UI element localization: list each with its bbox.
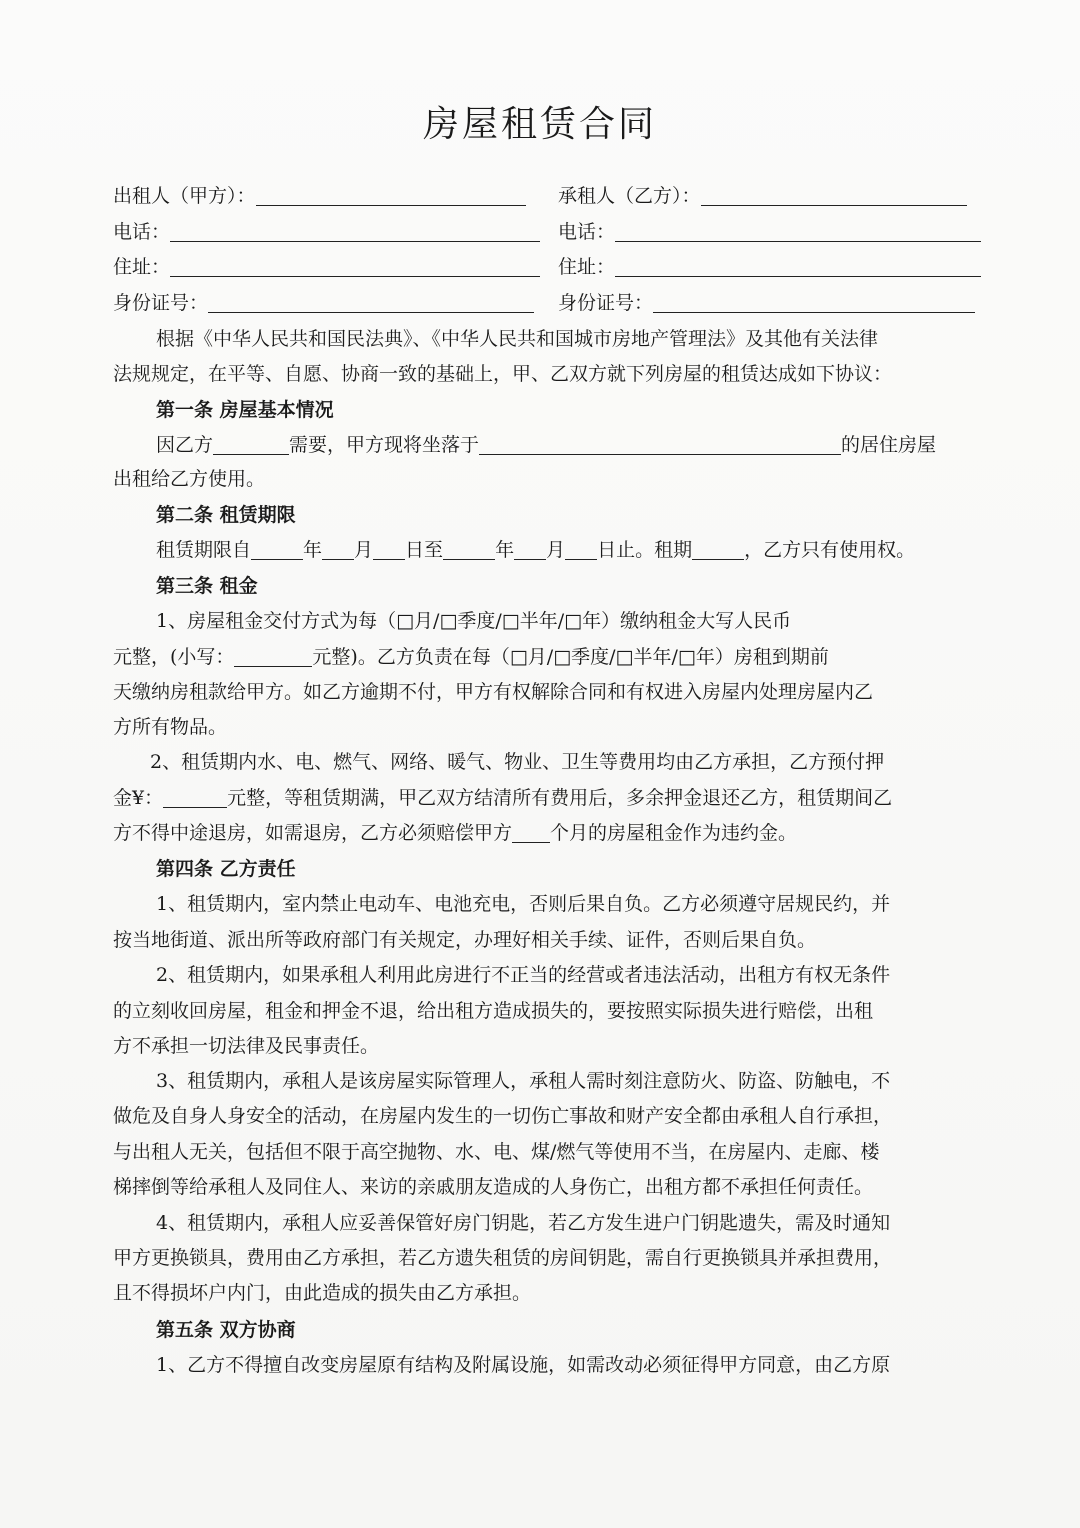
start-month-unit: 月 <box>354 539 374 561</box>
article-1-line-1 <box>156 432 936 458</box>
tenant-id-label: 身份证号： <box>558 292 654 314</box>
article-5-heading: 第五条 双方协商 <box>156 1319 296 1341</box>
lease-term-suffix: ，乙方只有使用权。 <box>744 539 916 561</box>
article-3-p2-line-1: 2、租赁期内水、电、燃气、网络、暖气、物业、卫生等费用均由乙方承担，乙方预付押 <box>150 751 885 773</box>
article-4-line-10: 4、租赁期内，承租人应妥善保管好房门钥匙，若乙方发生进户门钥匙遗失，需及时通知 <box>156 1212 891 1234</box>
lease-term-prefix: 租赁期限自 <box>156 539 252 561</box>
preamble-line-1: 根据《中华人民共和国民法典》、《中华人民共和国城市房地产管理法》及其他有关法律 <box>156 328 879 350</box>
article-3-p1-line-4: 方所有物品。 <box>113 716 228 738</box>
tenant-row <box>558 183 967 209</box>
end-year-field[interactable] <box>443 539 495 560</box>
article-1-line-2: 出租给乙方使用。 <box>113 468 266 490</box>
end-day-unit: 日止。租期 <box>597 539 693 561</box>
article-3-p2-line-3 <box>113 820 797 846</box>
end-month-field[interactable] <box>514 539 546 560</box>
article-4-line-8: 与出租人无关，包括但不限于高空抛物、水、电、煤/燃气等使用不当，在房屋内、走廊、楼 <box>113 1141 880 1163</box>
article-2-heading: 第二条 租赁期限 <box>156 504 296 526</box>
document-title: 房屋租赁合同 <box>422 104 657 145</box>
article-1-text-b: 需要，甲方现将坐落于 <box>289 434 480 456</box>
landlord-row <box>113 183 526 209</box>
rent-amount-field[interactable] <box>234 646 312 667</box>
deposit-amount-field[interactable] <box>163 787 227 808</box>
article-1-heading: 第一条 房屋基本情况 <box>156 399 334 421</box>
article-3-heading: 第三条 租金 <box>156 575 258 597</box>
landlord-address-field[interactable] <box>170 256 540 277</box>
tenant-phone-row <box>558 219 981 245</box>
tenant-purpose-field[interactable] <box>213 434 289 455</box>
landlord-phone-row <box>113 219 540 245</box>
article-4-line-12: 且不得损坏户内门，由此造成的损失由乙方承担。 <box>113 1282 532 1304</box>
article-4-line-9: 梯摔倒等给承租人及同住人、来访的亲戚朋友造成的人身伤亡，出租方都不承担任何责任。 <box>113 1176 874 1198</box>
tenant-id-row <box>558 290 975 316</box>
tenant-address-row <box>558 254 981 280</box>
deposit-text-a: 金¥： <box>113 787 164 809</box>
deposit-text-b: 元整，等租赁期满，甲乙双方结清所有费用后，多余押金退还乙方，租赁期间乙 <box>227 787 893 809</box>
article-4-line-7: 做危及自身人身安全的活动，在房屋内发生的一切伤亡事故和财产安全都由承租人自行承担， <box>113 1105 893 1127</box>
tenant-phone-label: 电话： <box>558 221 616 243</box>
article-4-line-11: 甲方更换锁具，费用由乙方承担，若乙方遗失租赁的房间钥匙，需自行更换锁具并承担费用， <box>113 1247 893 1269</box>
tenant-address-label: 住址： <box>558 256 616 278</box>
landlord-id-row <box>113 290 534 316</box>
article-2-line <box>156 537 915 563</box>
tenant-id-field[interactable] <box>653 292 975 313</box>
article-3-p2-line-2 <box>113 785 892 811</box>
landlord-address-label: 住址： <box>113 256 171 278</box>
article-4-heading: 第四条 乙方责任 <box>156 858 296 880</box>
end-month-unit: 月 <box>546 539 566 561</box>
start-month-field[interactable] <box>322 539 354 560</box>
penalty-text-a: 方不得中途退房，如需退房，乙方必须赔偿甲方 <box>113 822 513 844</box>
article-5-line-1: 1、乙方不得擅自改变房屋原有结构及附属设施，如需改动必须征得甲方同意，由乙方原 <box>156 1354 891 1376</box>
tenant-name-field[interactable] <box>701 185 967 206</box>
landlord-phone-field[interactable] <box>170 221 540 242</box>
penalty-text-b: 个月的房屋租金作为违约金。 <box>550 822 798 844</box>
start-year-field[interactable] <box>251 539 303 560</box>
article-4-line-1: 1、租赁期内，室内禁止电动车、电池充电，否则后果自负。乙方必须遵守居规民约，并 <box>156 893 891 915</box>
start-year-unit: 年 <box>303 539 323 561</box>
article-3-p1-line-2 <box>113 644 829 670</box>
rent-amount-text-a: 元整，(小写： <box>113 646 235 668</box>
article-3-p1-line-3: 天缴纳房租款给甲方。如乙方逾期不付，甲方有权解除合同和有权进入房屋内处理房屋内乙 <box>113 681 874 703</box>
article-4-line-5: 方不承担一切法律及民事责任。 <box>113 1035 380 1057</box>
end-day-field[interactable] <box>565 539 597 560</box>
preamble-line-2: 法规规定，在平等、自愿、协商一致的基础上，甲、乙双方就下列房屋的租赁达成如下协议： <box>113 363 893 385</box>
start-day-unit: 日至 <box>405 539 444 561</box>
article-1-text-a: 因乙方 <box>156 434 214 456</box>
landlord-id-label: 身份证号： <box>113 292 209 314</box>
end-year-unit: 年 <box>495 539 515 561</box>
article-3-p1-line-1: 1、房屋租金交付方式为每（□月/□季度/□半年/□年）缴纳租金大写人民币 <box>156 610 792 632</box>
lease-duration-field[interactable] <box>692 539 744 560</box>
landlord-phone-label: 电话： <box>113 221 171 243</box>
article-1-text-c: 的居住房屋 <box>841 434 937 456</box>
landlord-address-row <box>113 254 540 280</box>
property-location-field[interactable] <box>479 434 841 455</box>
landlord-name-field[interactable] <box>256 185 526 206</box>
landlord-id-field[interactable] <box>208 292 534 313</box>
article-4-line-3: 2、租赁期内，如果承租人利用此房进行不正当的经营或者违法活动，出租方有权无条件 <box>156 964 891 986</box>
tenant-label: 承租人（乙方）： <box>558 185 701 207</box>
tenant-address-field[interactable] <box>615 256 981 277</box>
tenant-phone-field[interactable] <box>615 221 981 242</box>
article-4-line-2: 按当地街道、派出所等政府部门有关规定，办理好相关手续、证件，否则后果自负。 <box>113 929 817 951</box>
rent-amount-text-b: 元整)。乙方负责在每（□月/□季度/□半年/□年）房租到期前 <box>312 646 829 668</box>
article-4-line-4: 的立刻收回房屋，租金和押金不退，给出租方造成损失的，要按照实际损失进行赔偿，出租 <box>113 1000 874 1022</box>
landlord-label: 出租人（甲方）： <box>113 185 256 207</box>
penalty-months-field[interactable] <box>512 822 550 843</box>
article-4-line-6: 3、租赁期内，承租人是该房屋实际管理人，承租人需时刻注意防火、防盗、防触电，不 <box>156 1070 891 1092</box>
start-day-field[interactable] <box>373 539 405 560</box>
